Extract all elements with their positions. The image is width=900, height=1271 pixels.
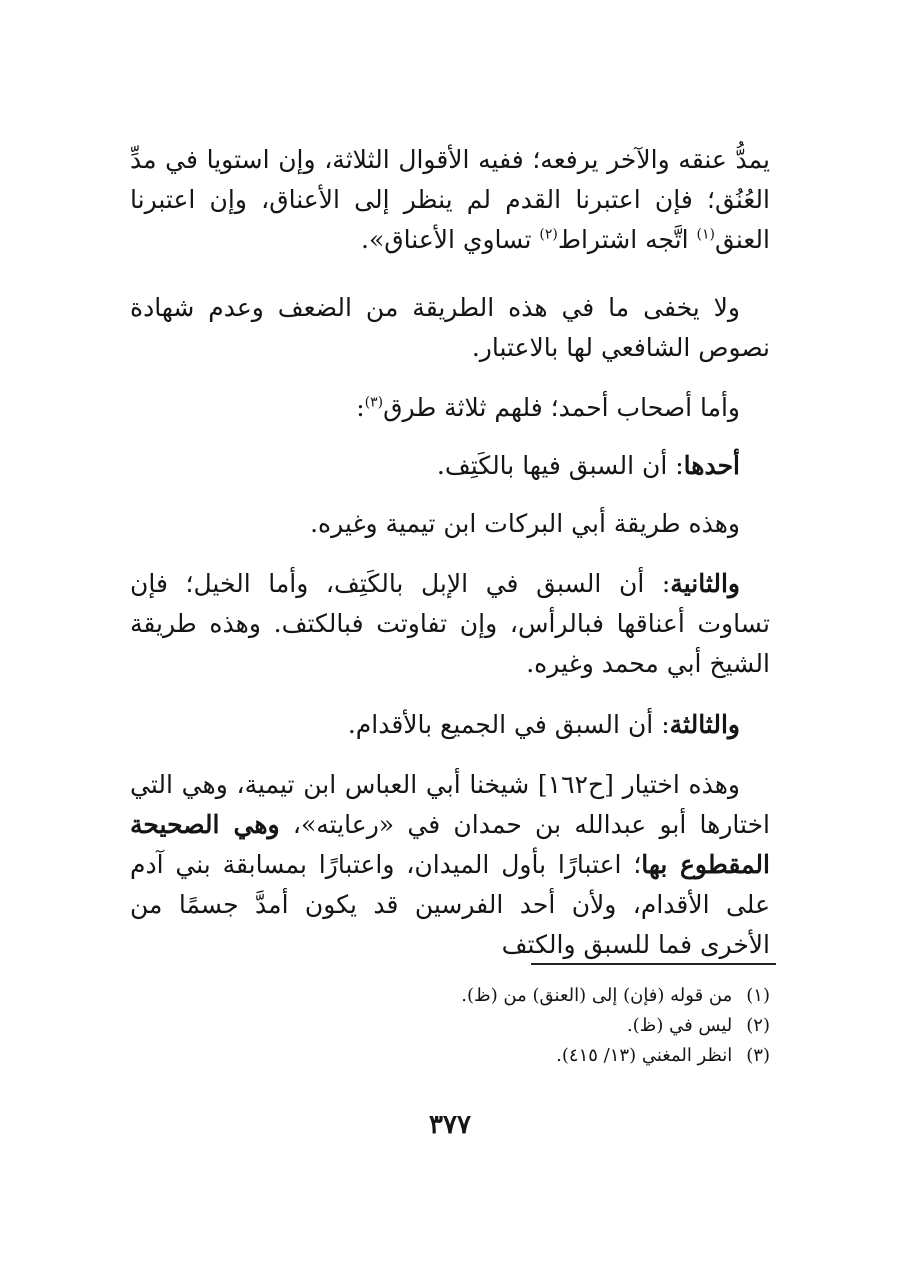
paragraph-6-text: : أن السبق في الإبل بالكَتِف، وأما الخيل؛ فإن تساوت أعناقها فبالرأس، وإن تفاوتت فبالكتف. وهذه طريقة الشيخ أبي محمد وغيره. [130,569,770,678]
paragraph-6 [130,564,770,684]
paragraph-4-text: : أن السبق فيها بالكَتِف. [436,451,684,480]
paragraph-6-label: والثانية [670,569,740,598]
footnote-1-number: (١) [746,985,770,1006]
page-number: ٣٧٧ [429,1110,471,1140]
paragraph-4 [130,446,770,486]
paragraph-1-text-c: تساوي الأعناق». [361,225,540,254]
footnote-separator [531,963,776,965]
paragraph-1-text-a: يمدُّ عنقه والآخر يرفعه؛ ففيه الأقوال الثلاثة، وإن استويا في مدِّ العُنُق؛ فإن اعتبرنا القدم لم ينظر إلى الأعناق، وإن اعتبرنا العنق [130,145,770,254]
paragraph-8-bold: وهي الصحيحة المقطوع بها [130,810,770,879]
paragraph-3-text-a: وأما أصحاب أحمد؛ فلهم ثلاثة طرق [383,393,740,422]
footnote-ref-3: (٣) [364,394,384,411]
footnote-3-number: (٣) [746,1045,770,1066]
paragraph-4-label: أحدها [683,451,740,480]
paragraph-8-text-b: ؛ اعتبارًا بأول الميدان، واعتبارًا بمسابقة بني آدم على الأقدام، ولأن أحد الفرسين قد يكون أمدَّ جسمًا من الأخرى فما للسبق والكتف [130,850,770,959]
footnote-2-number: (٢) [746,1015,770,1036]
footnote-2-text: ليس في (ظ). [626,1015,733,1036]
paragraph-1 [130,140,770,260]
footnote-2 [130,1013,770,1039]
footnote-3 [130,1043,770,1069]
paragraph-8 [130,765,770,965]
paragraph-8-text-a: وهذه اختيار [ح١٦٢] شيخنا أبي العباس ابن تيمية، وهي التي اختارها أبو عبدالله بن حمدان في «رعايته»، [130,770,770,839]
paragraph-7-text: : أن السبق في الجميع بالأقدام. [347,710,670,739]
footnote-ref-2: (٢) [539,226,558,243]
footnote-3-text: انظر المغني (١٣/ ٤١٥). [556,1045,733,1066]
footnote-1-text: من قوله (فإن) إلى (العنق) من (ظ). [461,985,733,1006]
paragraph-2: ولا يخفى ما في هذه الطريقة من الضعف وعدم شهادة نصوص الشافعي لها بالاعتبار. [130,293,770,362]
footnote-1 [130,983,770,1009]
paragraph-5: وهذه طريقة أبي البركات ابن تيمية وغيره. [310,509,740,538]
paragraph-3 [130,388,770,428]
footnote-ref-1: (١) [696,226,715,243]
paragraph-7 [130,705,770,745]
paragraph-7-label: والثالثة [669,710,740,739]
paragraph-1-text-b: اتَّجه اشتراط [557,225,697,254]
paragraph-3-text-b: : [356,393,365,422]
